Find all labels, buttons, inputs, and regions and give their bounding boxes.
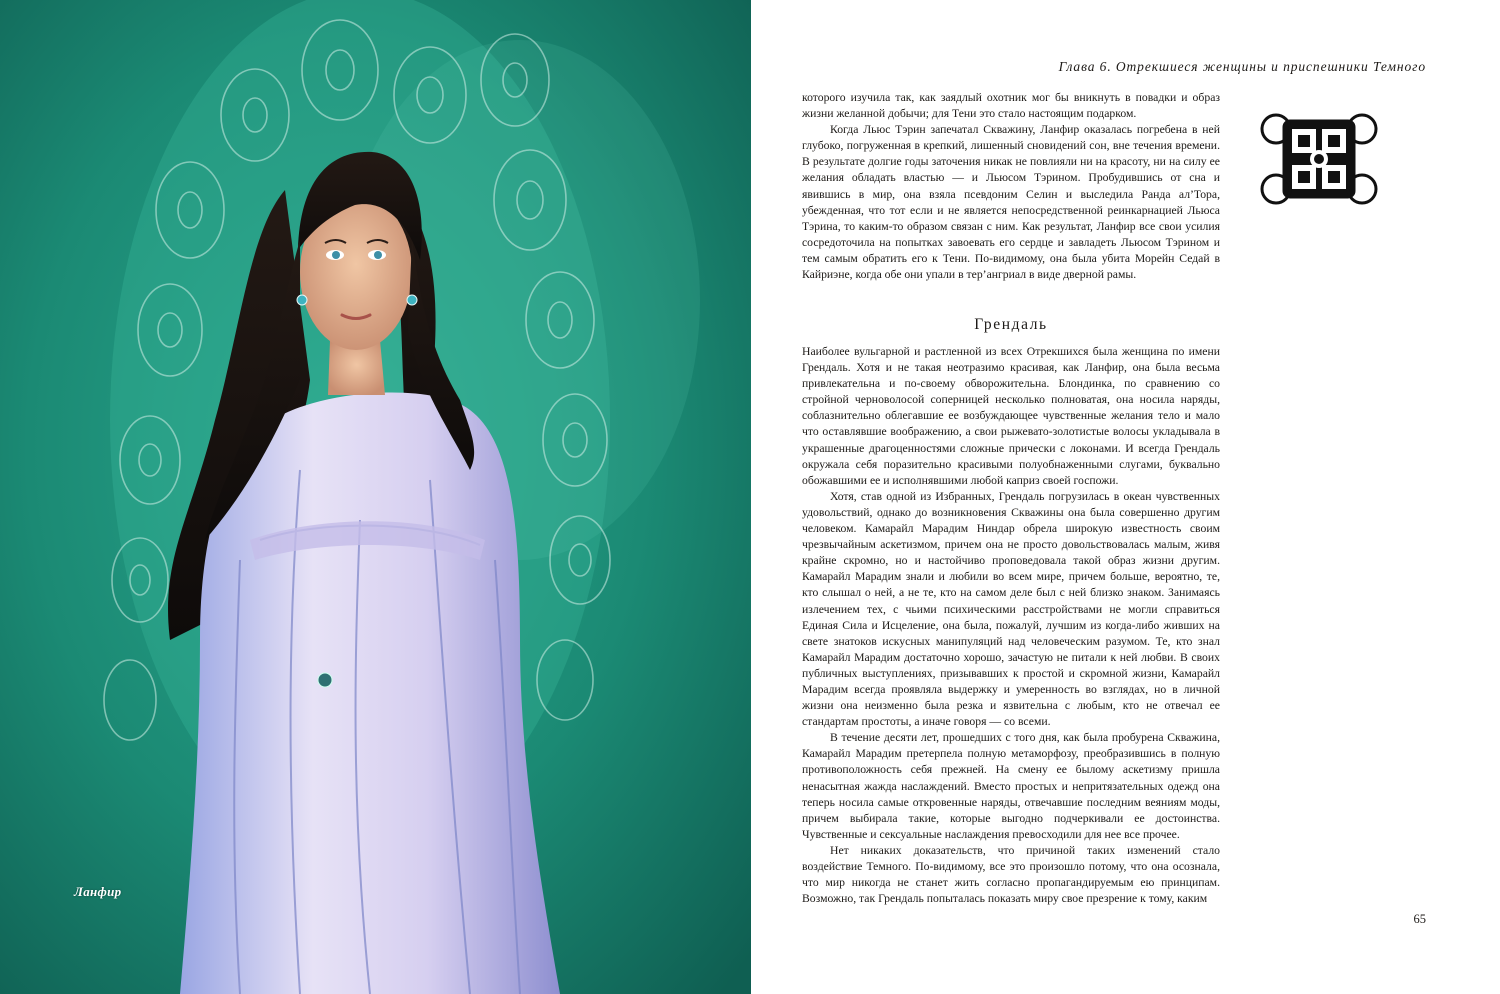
paragraph: В течение десяти лет, прошедших с того дня, как была пробурена Скважина, Камарайл Марадим претерпела полную метаморфозу, преобразившись в полную противоположность себя прежней. На смену ее былому аскетизму пришла ненасытная жажда наслаждений. Вместо простых и непритязательных одежд она теперь носила самые откровенные наряды, отвечавшие последним веяниям моды, причем выбирала такие, которые выгодно подчеркивали ее достоинства. Чувственные и сексуальные наслаждения превосходили для нее все прочее. bbox=[802, 731, 1220, 841]
section-title: Грендаль bbox=[974, 316, 1048, 333]
celtic-knot-icon bbox=[1254, 107, 1384, 211]
section-2-text bbox=[802, 344, 1220, 907]
paragraph: Наиболее вульгарной и растленной из всех Отрекшихся была женщина по имени Грендаль. Хотя и не такая неотразимо красивая, как Ланфир, она была весьма привлекательна и по-своему обворожительна. Блондинка, по сравнению со стройной черноволосой соперницей несколько полноватая, она носила наряды, соблазнительно облегавшие ее возбуждающее чувственные желания тело и мало что оставлявшие воображению, а свои рыжевато-золотистые волосы укладывала в украшенные драгоценностями сложные прически с локонами. И всегда Грендаль окружала себя поразительно красивыми полуобнаженными слугами, буквально обожавшими ее и исполнявшими любой каприз своей госпожи. bbox=[802, 345, 1220, 487]
paragraph: Хотя, став одной из Избранных, Грендаль погрузилась в океан чувственных удовольствий, однако до возникновения Скважины она была совершенно другим человеком. Камарайл Марадим Ниндар обрела широкую известность своим чрезвычайным аскетизмом, причем она не просто довольствовалась малым, живя крайне скромно, но и настойчиво проповедовала такой образ жизни другим. Камарайл Марадим знали и любили во всем мире, причем больше, вероятно, те, кто слышал о ней, а не те, кто на самом деле был с ней близко знаком. Занимаясь излечением тех, с чьими психическими расстройствами не могли справиться Единая Сила и Исцеление, она была, пожалуй, лучшим из когда-либо живших на свете знатоков искусных манипуляций над человеческим разумом. Те, кто знал Камарайл Марадим достаточно хорошо, зачастую не питали к ней любви. В своих публичных выступлениях, призывавших к простой и скромной жизни, Камарайл Марадим всегда проявляла выдержку и умеренность во взглядах, но в личной жизни она неизменно была резка и язвительна с любым, кто не отвечал ее стандартам простоты, а иначе говоря — со всеми. bbox=[802, 489, 1220, 729]
paragraph: Когда Льюс Тэрин запечатал Скважину, Ланфир оказалась погребена в ней глубоко, погруженная в крепкий, лишенный сновидений сон, вне течения времени. В результате долгие годы заточения никак не повлияли ни на красоту, ни на силу ее желания обладать властью — и Льюсом Тэрином. Пробудившись от сна и явившись в мир, она взяла псевдоним Селин и выследила Ранда ал’Тора, убежденная, что тот если и не является непосредственной реинкарнацией Льюса Тэрина, то каким-то образом связан с ним. Как результат, Ланфир все свои усилия сосредоточила на попытках завоевать его сердце и завладеть Льюсом Тэрином и тем самым обратить его к Тени. По-видимому, она была убита Морейн Седай в Кайриэне, когда обе они упали в тер’ангриал в виде дверной рамы. bbox=[802, 123, 1220, 282]
text-page bbox=[751, 0, 1500, 994]
paragraph: Нет никаких доказательств, что причиной таких изменений стало воздействие Темного. По-видимому, все это произошло потому, что она осознала, что мир никогда не станет жить согласно пропагандируемым ею принципам. Возможно, так Грендаль попыталась показать миру свое презрение к тому, каким bbox=[802, 843, 1220, 906]
illustration-caption: Ланфир bbox=[74, 884, 122, 899]
paragraph: которого изучила так, как заядлый охотник мог бы вникнуть в повадки и образ жизни желанной добычи; для Тени это стало настоящим подарком. bbox=[802, 91, 1220, 121]
page-number: 65 bbox=[1413, 912, 1426, 926]
running-head: Глава 6. Отрекшиеся женщины и приспешники Темного bbox=[1058, 59, 1426, 74]
section-1-text bbox=[802, 90, 1220, 283]
